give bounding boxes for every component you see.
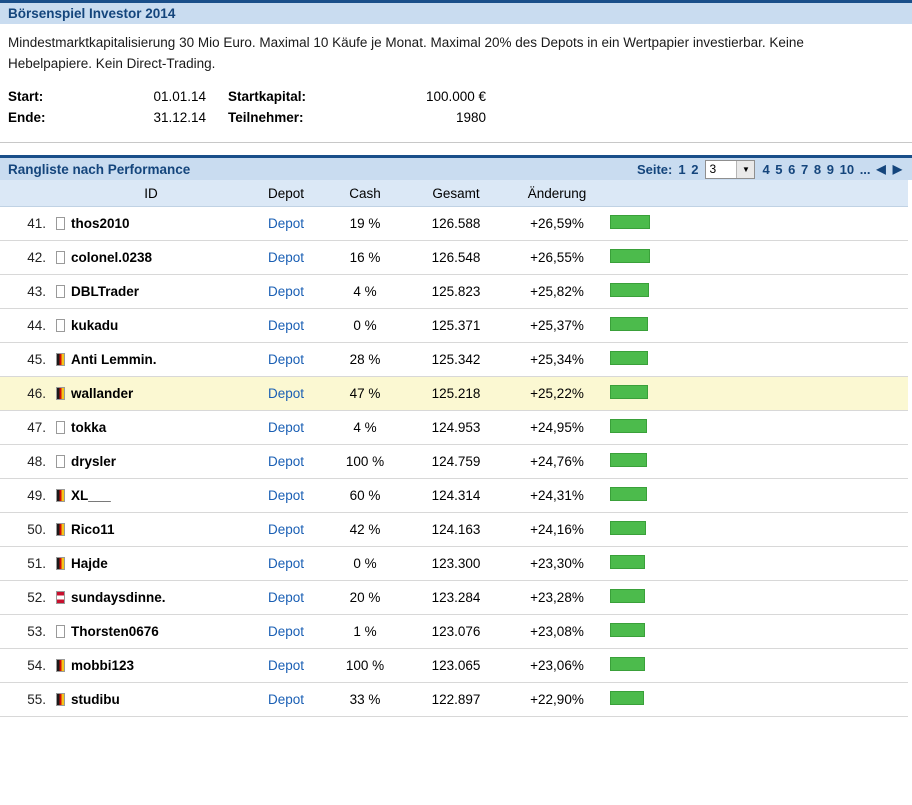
rank-cell: 47. xyxy=(0,411,52,445)
col-header-bar xyxy=(610,180,908,207)
rank-cell: 46. xyxy=(0,377,52,411)
performance-bar-cell xyxy=(610,207,908,241)
total-cell: 126.588 xyxy=(408,207,504,241)
rank-cell: 49. xyxy=(0,479,52,513)
change-cell: +23,08% xyxy=(504,615,610,649)
total-cell: 125.823 xyxy=(408,275,504,309)
change-cell: +22,90% xyxy=(504,683,610,717)
country-flag-icon xyxy=(56,285,65,298)
performance-bar-cell xyxy=(610,649,908,683)
depot-cell[interactable] xyxy=(250,445,322,479)
table-row[interactable] xyxy=(0,479,908,513)
depot-link[interactable]: Depot xyxy=(267,658,305,673)
change-cell: +26,59% xyxy=(504,207,610,241)
performance-bar-cell xyxy=(610,513,908,547)
table-row[interactable] xyxy=(0,581,908,615)
id-cell xyxy=(52,207,250,241)
rank-cell: 54. xyxy=(0,649,52,683)
table-header-row xyxy=(0,180,908,207)
id-cell xyxy=(52,513,250,547)
performance-bar xyxy=(610,691,644,705)
cash-cell: 4 % xyxy=(322,411,408,445)
prev-page-icon[interactable]: ◀ xyxy=(876,162,886,176)
start-label: Start: xyxy=(8,89,44,104)
player-name: wallander xyxy=(71,386,134,401)
total-cell: 123.300 xyxy=(408,547,504,581)
player-name: Rico11 xyxy=(71,522,115,537)
cash-cell: 100 % xyxy=(322,649,408,683)
country-flag-icon xyxy=(56,319,65,332)
id-cell xyxy=(52,343,250,377)
page-link-7[interactable]: 7 xyxy=(801,161,809,177)
performance-bar-cell xyxy=(610,683,908,717)
performance-bar-cell xyxy=(610,275,908,309)
pagination-label: Seite: xyxy=(636,161,673,177)
rank-cell: 52. xyxy=(0,581,52,615)
performance-bar xyxy=(610,555,645,569)
total-cell: 125.342 xyxy=(408,343,504,377)
performance-bar xyxy=(610,351,648,365)
country-flag-icon xyxy=(56,591,65,604)
table-row[interactable] xyxy=(0,343,908,377)
rank-cell: 45. xyxy=(0,343,52,377)
country-flag-icon xyxy=(56,489,65,502)
depot-cell[interactable] xyxy=(250,649,322,683)
total-cell: 123.065 xyxy=(408,649,504,683)
rank-cell: 48. xyxy=(0,445,52,479)
cash-cell: 28 % xyxy=(322,343,408,377)
cash-cell: 20 % xyxy=(322,581,408,615)
pagination-pages-before[interactable] xyxy=(677,162,699,177)
page-link-4[interactable]: 4 xyxy=(762,161,770,177)
cash-cell: 1 % xyxy=(322,615,408,649)
id-cell xyxy=(52,649,250,683)
page-link-2[interactable]: 2 xyxy=(691,161,699,177)
performance-bar-cell xyxy=(610,581,908,615)
page-title: Börsenspiel Investor 2014 xyxy=(8,6,176,21)
page-link-8[interactable]: 8 xyxy=(813,161,822,177)
total-cell: 122.897 xyxy=(408,683,504,717)
ranking-title: Rangliste nach Performance xyxy=(8,161,191,177)
depot-link[interactable]: Depot xyxy=(267,318,305,333)
total-cell: 125.371 xyxy=(408,309,504,343)
performance-bar-cell xyxy=(610,241,908,275)
country-flag-icon xyxy=(56,421,65,434)
meta-row-start xyxy=(8,86,486,107)
participants-value: 1980 xyxy=(455,110,486,125)
change-cell: +23,30% xyxy=(504,547,610,581)
player-name: Hajde xyxy=(71,556,108,571)
player-name: tokka xyxy=(71,420,107,435)
rank-cell: 55. xyxy=(0,683,52,717)
depot-cell[interactable] xyxy=(250,207,322,241)
total-cell: 125.218 xyxy=(408,377,504,411)
country-flag-icon xyxy=(56,353,65,366)
col-header-id: ID xyxy=(52,180,250,207)
performance-bar xyxy=(610,521,646,535)
depot-cell[interactable] xyxy=(250,309,322,343)
country-flag-icon xyxy=(56,387,65,400)
table-row[interactable] xyxy=(0,547,908,581)
depot-cell[interactable] xyxy=(250,581,322,615)
change-cell: +24,95% xyxy=(504,411,610,445)
performance-bar-cell xyxy=(610,411,908,445)
performance-bar xyxy=(610,623,645,637)
cash-cell: 33 % xyxy=(322,683,408,717)
table-row[interactable] xyxy=(0,513,908,547)
capital-value: 100.000 € xyxy=(425,89,486,104)
change-cell: +25,22% xyxy=(504,377,610,411)
cash-cell: 42 % xyxy=(322,513,408,547)
page-link-1[interactable]: 1 xyxy=(678,161,686,177)
player-name: Thorsten0676 xyxy=(71,624,159,639)
performance-bar xyxy=(610,283,649,297)
change-cell: +24,31% xyxy=(504,479,610,513)
performance-bar-cell xyxy=(610,445,908,479)
change-cell: +23,06% xyxy=(504,649,610,683)
total-cell: 123.076 xyxy=(408,615,504,649)
page-link-5[interactable]: 5 xyxy=(775,161,783,177)
next-page-icon[interactable]: ▶ xyxy=(892,162,902,176)
performance-bar xyxy=(610,419,647,433)
col-header-aenderung: Änderung xyxy=(504,180,610,207)
change-cell: +23,28% xyxy=(504,581,610,615)
country-flag-icon xyxy=(56,251,65,264)
id-cell xyxy=(52,411,250,445)
pagination[interactable] xyxy=(637,160,904,179)
id-cell xyxy=(52,241,250,275)
total-cell: 124.759 xyxy=(408,445,504,479)
id-cell xyxy=(52,615,250,649)
cash-cell: 0 % xyxy=(322,547,408,581)
page-link-9[interactable]: 9 xyxy=(826,161,834,177)
total-cell: 124.953 xyxy=(408,411,504,445)
table-row[interactable] xyxy=(0,649,908,683)
player-name: sundaysdinne. xyxy=(71,590,166,605)
table-row[interactable] xyxy=(0,207,908,241)
depot-link[interactable]: Depot xyxy=(267,284,305,299)
change-cell: +24,76% xyxy=(504,445,610,479)
total-cell: 124.163 xyxy=(408,513,504,547)
change-cell: +25,34% xyxy=(504,343,610,377)
table-row[interactable] xyxy=(0,377,908,411)
country-flag-icon xyxy=(56,557,65,570)
performance-bar xyxy=(610,589,645,603)
country-flag-icon xyxy=(56,217,65,230)
ranking-table-head xyxy=(0,180,908,207)
performance-bar xyxy=(610,657,645,671)
change-cell: +25,37% xyxy=(504,309,610,343)
capital-label: Startkapital: xyxy=(228,89,307,104)
total-cell: 126.548 xyxy=(408,241,504,275)
depot-link[interactable]: Depot xyxy=(267,692,305,707)
country-flag-icon xyxy=(56,523,65,536)
id-cell xyxy=(52,445,250,479)
player-name: DBLTrader xyxy=(71,284,140,299)
page-link-10[interactable]: 10 xyxy=(839,161,855,177)
rank-cell: 50. xyxy=(0,513,52,547)
depot-cell[interactable] xyxy=(250,343,322,377)
depot-link[interactable]: Depot xyxy=(267,454,305,469)
participants-label: Teilnehmer: xyxy=(228,110,304,125)
player-name: XL___ xyxy=(71,488,111,503)
cash-cell: 60 % xyxy=(322,479,408,513)
country-flag-icon xyxy=(56,693,65,706)
end-label: Ende: xyxy=(8,110,46,125)
start-value: 01.01.14 xyxy=(153,89,206,104)
player-name: mobbi123 xyxy=(71,658,135,673)
page-select[interactable] xyxy=(705,160,755,179)
depot-link[interactable]: Depot xyxy=(267,250,305,265)
id-cell xyxy=(52,377,250,411)
ranking-header-bar xyxy=(0,155,912,180)
performance-bar xyxy=(610,249,650,263)
table-row[interactable] xyxy=(0,411,908,445)
player-name: kukadu xyxy=(71,318,119,333)
id-cell xyxy=(52,479,250,513)
table-row[interactable] xyxy=(0,241,908,275)
page-link-6[interactable]: 6 xyxy=(788,161,796,177)
ranking-table xyxy=(0,180,908,717)
depot-cell[interactable] xyxy=(250,377,322,411)
table-row[interactable] xyxy=(0,309,908,343)
total-cell: 123.284 xyxy=(408,581,504,615)
col-header-rank xyxy=(0,180,52,207)
player-name: studibu xyxy=(71,692,120,707)
player-name: drysler xyxy=(71,454,117,469)
depot-link[interactable]: Depot xyxy=(267,624,305,639)
cash-cell: 0 % xyxy=(322,309,408,343)
rank-cell: 53. xyxy=(0,615,52,649)
cash-cell: 47 % xyxy=(322,377,408,411)
depot-link[interactable]: Depot xyxy=(267,522,305,537)
change-cell: +25,82% xyxy=(504,275,610,309)
cash-cell: 4 % xyxy=(322,275,408,309)
country-flag-icon xyxy=(56,455,65,468)
depot-cell[interactable] xyxy=(250,479,322,513)
table-row[interactable] xyxy=(0,445,908,479)
depot-cell[interactable] xyxy=(250,275,322,309)
change-cell: +24,16% xyxy=(504,513,610,547)
total-cell: 124.314 xyxy=(408,479,504,513)
performance-bar xyxy=(610,317,648,331)
end-value: 31.12.14 xyxy=(153,110,206,125)
player-name: thos2010 xyxy=(71,216,130,231)
player-name: Anti Lemmin. xyxy=(71,352,157,367)
page-link-...[interactable]: ... xyxy=(859,161,871,177)
table-row[interactable] xyxy=(0,275,908,309)
game-meta-table xyxy=(8,86,486,128)
performance-bar-cell xyxy=(610,343,908,377)
cash-cell: 100 % xyxy=(322,445,408,479)
performance-bar xyxy=(610,487,647,501)
table-row[interactable] xyxy=(0,615,908,649)
performance-bar-cell xyxy=(610,615,908,649)
id-cell xyxy=(52,581,250,615)
meta-row-end xyxy=(8,107,486,128)
section-divider xyxy=(0,142,912,143)
depot-link[interactable]: Depot xyxy=(267,420,305,435)
change-cell: +26,55% xyxy=(504,241,610,275)
performance-bar-cell xyxy=(610,309,908,343)
page-select-value: 3 xyxy=(709,162,717,176)
chevron-down-icon[interactable]: ▼ xyxy=(736,161,754,178)
rank-cell: 41. xyxy=(0,207,52,241)
country-flag-icon xyxy=(56,625,65,638)
performance-bar-cell xyxy=(610,547,908,581)
depot-cell[interactable] xyxy=(250,683,322,717)
depot-cell[interactable] xyxy=(250,615,322,649)
rank-cell: 44. xyxy=(0,309,52,343)
depot-link[interactable]: Depot xyxy=(267,386,305,401)
table-row[interactable] xyxy=(0,683,908,717)
col-header-depot: Depot xyxy=(250,180,322,207)
depot-cell[interactable] xyxy=(250,411,322,445)
id-cell xyxy=(52,275,250,309)
depot-link[interactable]: Depot xyxy=(267,352,305,367)
id-cell xyxy=(52,309,250,343)
col-header-gesamt: Gesamt xyxy=(408,180,504,207)
depot-cell[interactable] xyxy=(250,241,322,275)
rank-cell: 42. xyxy=(0,241,52,275)
cash-cell: 19 % xyxy=(322,207,408,241)
performance-bar-cell xyxy=(610,479,908,513)
rank-cell: 43. xyxy=(0,275,52,309)
player-name: colonel.0238 xyxy=(71,250,153,265)
performance-bar-cell xyxy=(610,377,908,411)
depot-cell[interactable] xyxy=(250,547,322,581)
performance-bar xyxy=(610,215,650,229)
depot-link[interactable]: Depot xyxy=(267,488,305,503)
game-title-bar xyxy=(0,0,912,24)
country-flag-icon xyxy=(56,659,65,672)
cash-cell: 16 % xyxy=(322,241,408,275)
game-rules-text: Mindestmarktkapitalisierung 30 Mio Euro. Maximal 10 Käufe je Monat. Maximal 20% des Depots in ein Wertpapier investierbar. Keine Hebelpapiere. Kein Direct-Trading. xyxy=(8,35,804,71)
depot-cell[interactable] xyxy=(250,513,322,547)
performance-bar xyxy=(610,453,647,467)
col-header-cash: Cash xyxy=(322,180,408,207)
performance-bar xyxy=(610,385,648,399)
rank-cell: 51. xyxy=(0,547,52,581)
ranking-table-body xyxy=(0,207,908,717)
id-cell xyxy=(52,547,250,581)
depot-link[interactable]: Depot xyxy=(267,556,305,571)
depot-link[interactable]: Depot xyxy=(267,590,305,605)
depot-link[interactable]: Depot xyxy=(267,216,305,231)
id-cell xyxy=(52,683,250,717)
pagination-pages-after[interactable] xyxy=(761,162,871,177)
